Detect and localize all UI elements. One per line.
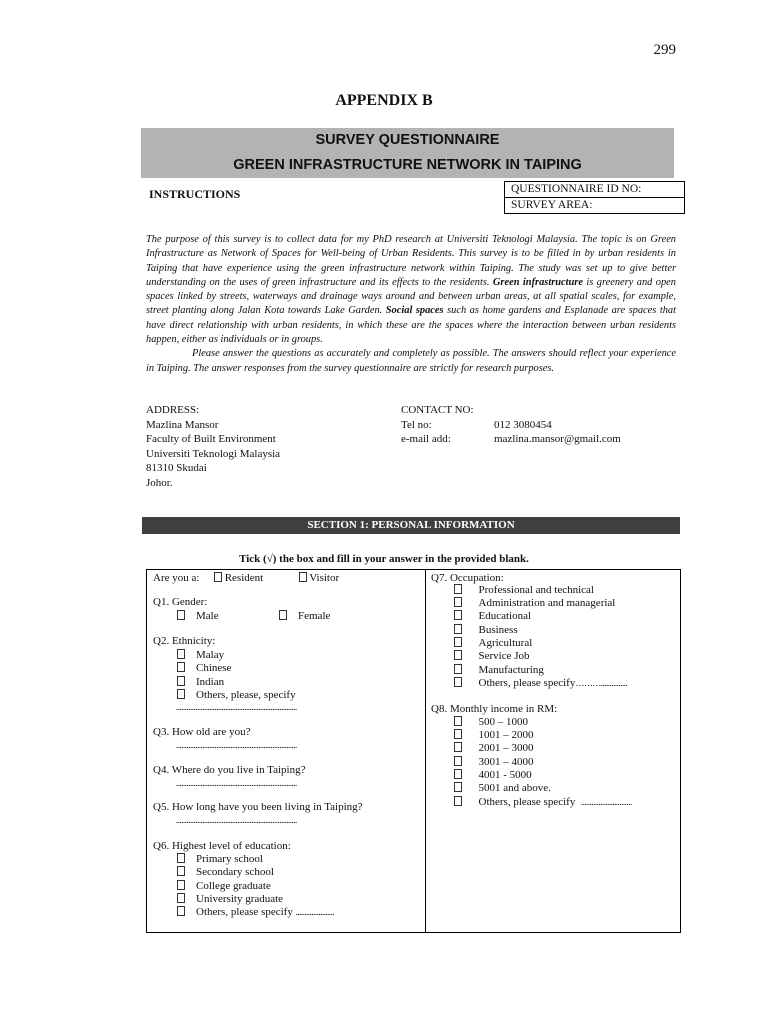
q7-option — [454, 624, 518, 636]
option-label: Others, please specify — [196, 906, 293, 918]
survey-area-field[interactable]: SURVEY AREA: — [505, 197, 684, 213]
contact-label: CONTACT NO: — [401, 404, 474, 416]
option-label: Primary school — [196, 853, 263, 865]
q5-label: Q5. How long have you been living in Taiping? — [153, 801, 363, 813]
checkbox-income-others[interactable] — [454, 796, 462, 806]
checkbox-educational[interactable] — [454, 610, 462, 620]
page-number: 299 — [653, 42, 676, 58]
option-label: University graduate — [196, 893, 284, 905]
option-label: Secondary school — [196, 866, 274, 878]
checkbox-agricultural[interactable] — [454, 637, 462, 647]
questionnaire-id-box — [504, 181, 685, 214]
address-line: Universiti Teknologi Malaysia — [146, 447, 281, 460]
personal-info-form — [146, 569, 681, 933]
option-label: Male — [196, 610, 219, 622]
checkbox-income-6[interactable] — [454, 782, 462, 792]
instructions-label: INSTRUCTIONS — [149, 187, 241, 201]
q1-label: Q1. Gender: — [153, 596, 208, 608]
address-line: Mazlina Mansor — [146, 418, 219, 431]
q8-option — [454, 782, 551, 794]
q7-option — [454, 664, 544, 676]
checkbox-income-4[interactable] — [454, 756, 462, 766]
q6-option — [177, 853, 263, 865]
intro-part-1: The purpose of this survey is to collect data for my PhD research at Universiti Teknologi Malaysia. The topic is on Green Infrastructure as Network of Spaces for Well-being of Urban Residents. This survey is to be filled in by urban residents in Taiping that have experience using the green infrastructure network within Taiping. The study was set up to give better understanding on the uses of green infrastructure and its effects to the residents. — [146, 234, 676, 288]
checkbox-income-1[interactable] — [454, 716, 462, 726]
tel-value: 012 3080454 — [494, 418, 552, 431]
checkbox-professional[interactable] — [454, 584, 462, 594]
q1-option-male — [177, 610, 219, 622]
q7-option — [454, 610, 531, 622]
q2-option — [177, 649, 224, 661]
q6-option — [177, 893, 283, 905]
checkbox-business[interactable] — [454, 624, 462, 634]
q2-option — [177, 662, 231, 674]
address-label: ADDRESS: — [146, 404, 200, 416]
option-visitor: Visitor — [309, 572, 340, 584]
checkbox-manufacturing[interactable] — [454, 664, 462, 674]
q6-answer-blank[interactable]: ...................... — [295, 907, 335, 917]
q4-label: Q4. Where do you live in Taiping? — [153, 764, 306, 776]
q7-answer-blank[interactable]: ………............... — [575, 678, 628, 688]
checkbox-income-5[interactable] — [454, 769, 462, 779]
q1-option-female — [279, 610, 330, 622]
checkbox-income-3[interactable] — [454, 742, 462, 752]
checkbox-service-job[interactable] — [454, 650, 462, 660]
survey-banner — [141, 128, 674, 178]
checkbox-malay[interactable] — [177, 649, 185, 659]
address-line: 81310 Skudai — [146, 462, 207, 475]
checkbox-male[interactable] — [177, 610, 185, 620]
option-label: Others, please specify — [478, 677, 576, 689]
q3-label: Q3. How old are you? — [153, 726, 251, 738]
intro-part-3: such as home gardens and Esplanade are spaces that have direct relationship with urban residents, in which these are the spaces where the interaction between urban residents happen, either as individuals or in groups. — [146, 305, 676, 346]
intro-term-green-infrastructure: Green infrastructure — [492, 276, 583, 288]
q6-option — [177, 866, 274, 878]
option-label: 500 – 1000 — [478, 716, 528, 728]
option-label: Professional and technical — [478, 584, 594, 596]
q6-label: Q6. Highest level of education: — [153, 840, 291, 852]
section-header: SECTION 1: PERSONAL INFORMATION — [142, 517, 680, 534]
q8-option — [454, 796, 632, 808]
option-label: 2001 – 3000 — [478, 742, 534, 754]
checkbox-indian[interactable] — [177, 676, 185, 686]
checkbox-occupation-others[interactable] — [454, 677, 462, 687]
q7-option — [454, 597, 615, 609]
option-label: Administration and managerial — [478, 597, 616, 609]
q7-option — [454, 637, 532, 649]
q2-option — [177, 676, 224, 688]
q8-option — [454, 716, 528, 728]
q8-option — [454, 756, 534, 768]
intro-term-social-spaces: Social spaces — [385, 305, 444, 317]
checkbox-secondary[interactable] — [177, 866, 185, 876]
q6-option — [177, 880, 271, 892]
option-label: College graduate — [196, 880, 271, 892]
address-line: Johor. — [146, 476, 173, 489]
q8-answer-blank[interactable]: ............................. — [580, 797, 632, 807]
checkbox-administration[interactable] — [454, 597, 462, 607]
option-label: Chinese — [196, 662, 232, 674]
q2-answer-blank[interactable]: ..................................................................... — [176, 702, 297, 712]
option-label: Agricultural — [478, 637, 533, 649]
q2-option — [177, 689, 296, 701]
address-line: Faculty of Built Environment — [146, 433, 276, 446]
checkbox-resident[interactable] — [214, 572, 222, 582]
option-label: Others, please, specify — [196, 689, 296, 701]
intro-text — [146, 233, 676, 376]
option-label: 3001 – 4000 — [478, 756, 534, 768]
checkbox-chinese[interactable] — [177, 662, 185, 672]
option-label: Service Job — [478, 650, 530, 662]
contact-block — [401, 403, 621, 447]
q8-label: Q8. Monthly income in RM: — [431, 703, 558, 715]
intro-paragraph-1 — [146, 233, 676, 347]
q7-option — [454, 677, 627, 689]
banner-title: SURVEY QUESTIONNAIRE — [315, 132, 500, 148]
intro-part-2: is greenery and open spaces linked by streets, waterways and drainage ways around and between urban areas, at all spatial scales, for example, street planting along Jalan Kota towards Lake Garden. — [146, 276, 676, 317]
tel-row — [401, 418, 621, 433]
option-label: Malay — [196, 649, 225, 661]
checkbox-college[interactable] — [177, 880, 185, 890]
appendix-title: APPENDIX B — [335, 92, 433, 109]
option-label: Educational — [478, 610, 532, 622]
q8-option — [454, 742, 534, 754]
checkbox-visitor[interactable] — [299, 572, 307, 582]
tick-instruction: Tick (√) the box and fill in your answer in the provided blank. — [239, 553, 529, 565]
option-label: 5001 and above. — [478, 782, 551, 794]
option-label: 1001 – 2000 — [478, 729, 534, 741]
option-label: Female — [298, 610, 331, 622]
q5-answer-blank[interactable]: ..................................................................... — [176, 815, 297, 825]
checkbox-education-others[interactable] — [177, 906, 185, 916]
checkbox-income-2[interactable] — [454, 729, 462, 739]
q3-answer-blank[interactable]: ..................................................................... — [176, 740, 297, 750]
option-label: 4001 - 5000 — [478, 769, 532, 781]
email-value: mazlina.mansor@gmail.com — [494, 433, 621, 446]
option-resident: Resident — [224, 572, 264, 584]
checkbox-primary[interactable] — [177, 853, 185, 863]
q2-label: Q2. Ethnicity: — [153, 635, 216, 647]
are-you-label: Are you a: — [153, 572, 200, 584]
address-block — [146, 403, 280, 491]
intro-paragraph-2: Please answer the questions as accurately and completely as possible. The answers should reflect your experience in Taiping. The answer responses from the survey questionnaire are strictly for research purposes. — [146, 348, 676, 374]
q7-label: Q7. Occupation: — [431, 572, 504, 584]
q8-option — [454, 729, 534, 741]
q4-answer-blank[interactable]: ..................................................................... — [176, 778, 297, 788]
option-label: Manufacturing — [478, 664, 544, 676]
q7-option — [454, 584, 594, 596]
are-you-question — [153, 572, 339, 584]
tel-label: Tel no: — [401, 418, 432, 431]
q6-option — [177, 906, 334, 918]
q7-option — [454, 650, 530, 662]
banner-subtitle: GREEN INFRASTRUCTURE NETWORK IN TAIPING — [233, 157, 582, 173]
email-row — [401, 432, 621, 447]
option-label: Business — [478, 624, 518, 636]
email-label: e-mail add: — [401, 433, 451, 446]
checkbox-university[interactable] — [177, 893, 185, 903]
q8-option — [454, 769, 532, 781]
questionnaire-id-field[interactable]: QUESTIONNAIRE ID NO: — [511, 183, 642, 195]
column-divider — [425, 570, 426, 932]
checkbox-female[interactable] — [279, 610, 287, 620]
option-label: Indian — [196, 676, 225, 688]
option-label: Others, please specify — [478, 796, 576, 808]
checkbox-ethnicity-others[interactable] — [177, 689, 185, 699]
